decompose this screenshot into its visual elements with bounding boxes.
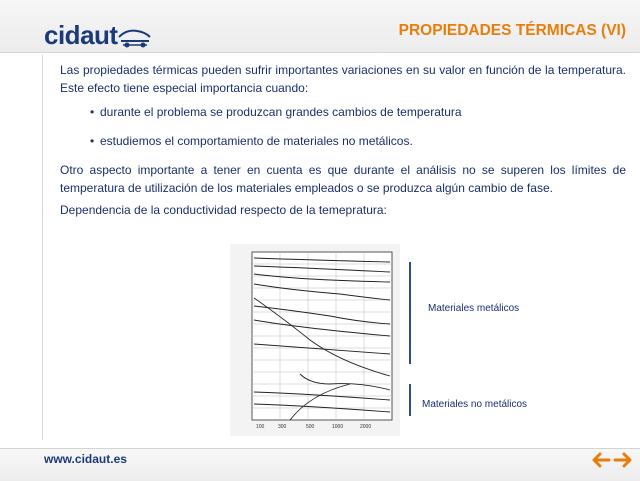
metals-bracket <box>409 262 411 364</box>
nonmetals-label: Materiales no metálicos <box>422 399 528 410</box>
conductivity-chart-svg <box>230 244 400 436</box>
metals-label: Materiales metálicos <box>428 303 520 314</box>
previous-arrow-icon[interactable] <box>591 451 611 469</box>
bullet-list <box>90 103 626 150</box>
x-tick-label: 300 <box>278 424 287 430</box>
x-tick-label: 500 <box>306 424 315 430</box>
left-divider <box>42 55 43 440</box>
x-tick-label: 1000 <box>332 424 344 430</box>
conductivity-heading: Dependencia de la conductividad respecto de la temepratura: <box>60 203 387 217</box>
car-logo-icon <box>117 25 153 49</box>
list-item <box>90 132 626 150</box>
conductivity-chart-image <box>230 244 400 436</box>
cidaut-logo: cidaut <box>44 20 118 50</box>
list-item <box>90 103 626 121</box>
intro-paragraph: Las propiedades térmicas pueden sufrir importantes variaciones en su valor en función de la temperatura. Este efecto tiene especial importancia cuando: <box>60 63 626 95</box>
nonmetals-bracket <box>409 384 411 416</box>
bullet-icon: • <box>90 134 95 148</box>
bullet-text: durante el problema se produzcan grandes cambios de temperatura <box>100 105 462 119</box>
bullet-text: estudiemos el comportamiento de materiales no metálicos. <box>100 134 413 148</box>
x-tick-label: 2000 <box>360 424 372 430</box>
bullet-icon: • <box>90 105 95 119</box>
page-title: PROPIEDADES TÉRMICAS (VI) <box>398 22 626 39</box>
footer-url-link[interactable]: www.cidaut.es <box>44 452 127 466</box>
x-tick-label: 100 <box>256 424 265 430</box>
next-arrow-icon[interactable] <box>613 451 633 469</box>
slide-content <box>60 61 626 219</box>
limits-paragraph: Otro aspecto importante a tener en cuenta es que durante el análisis no se superen los límites de temperatura de utilización de los materiales empleados o se produzca algún cambio de fase. <box>60 163 626 195</box>
